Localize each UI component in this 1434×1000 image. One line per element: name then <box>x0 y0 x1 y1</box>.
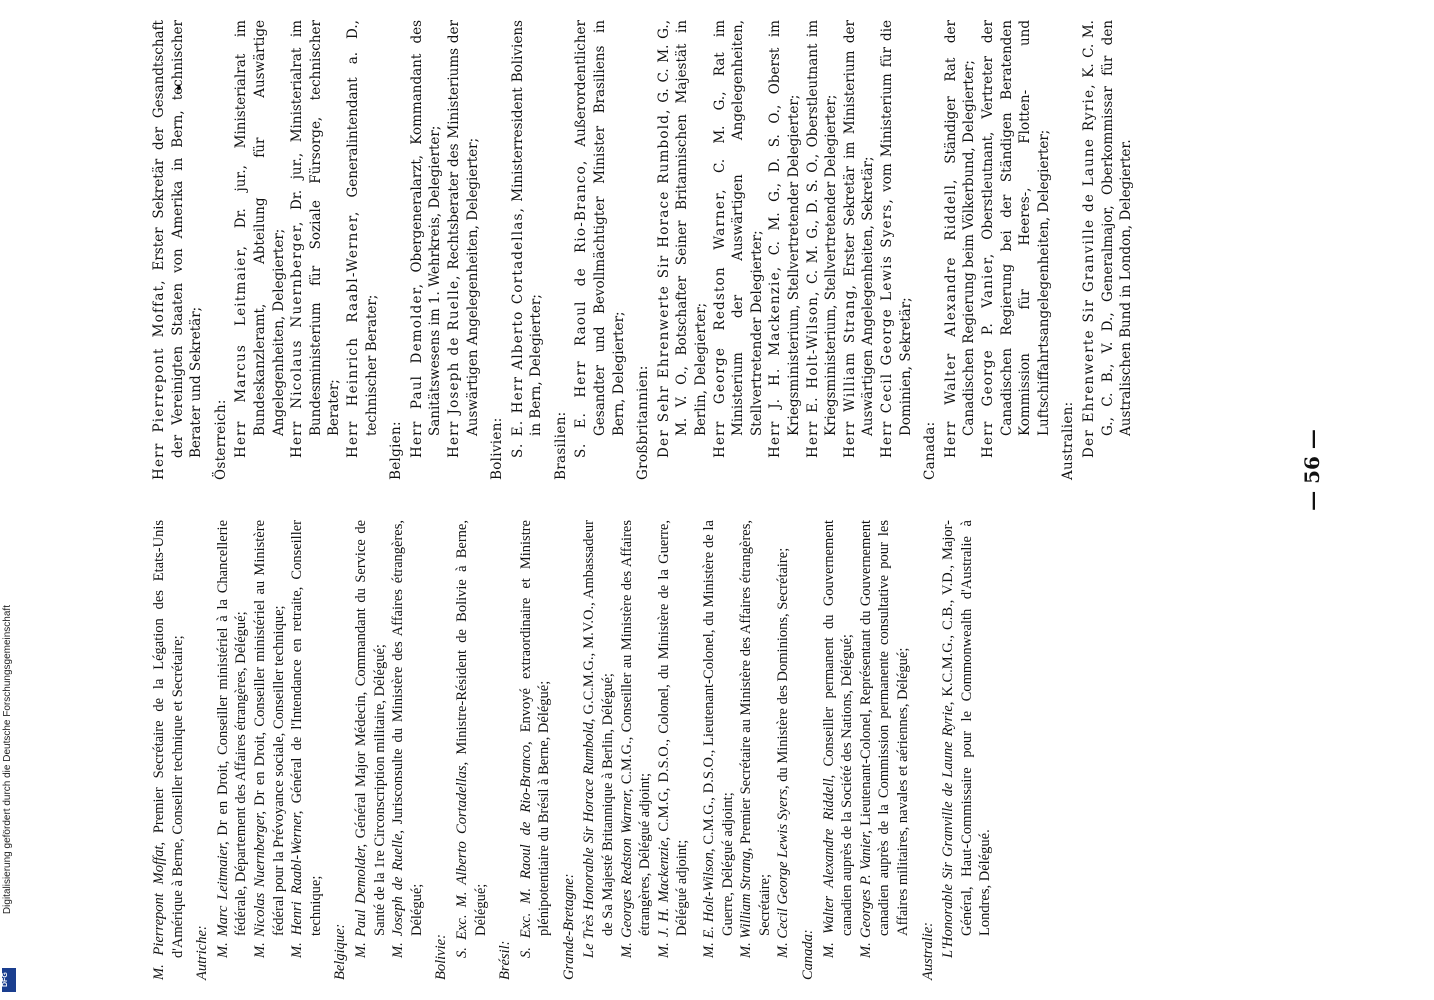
delegate-name: M. Walter Alexandre Riddell, <box>820 774 837 958</box>
delegate-name: M. Henri Raabl-Werner, <box>289 810 306 958</box>
delegate-entry <box>820 520 857 958</box>
delegate-entry <box>232 20 288 458</box>
delegate-entry <box>517 520 554 958</box>
delegate-title: K. C. M. G., C. B., V. D., Generalmajor, Oberkommissar für den Australischen Bund in London, Delegierter. <box>1080 20 1135 436</box>
delegate-name: Der Ehrenwerte Sir Granville de Laune Ryrie, <box>1080 83 1097 458</box>
delegate-title: K.C.M.G., C.B., V.D., Major-Général, Haut-Commissaire pour le Commonwealth d'Australie à Londres, Délégué. <box>940 519 994 936</box>
delegate-title: Außerordentlicher Gesandter und Bevollmächtigter Minister Brasiliens in Bern, Delegierter; <box>573 20 627 436</box>
delegate-entry <box>288 20 344 458</box>
delegate-name: M. Georges P. Vanier, <box>857 830 874 958</box>
delegate-title: vom Ministerium für die Dominien, Sekretär; <box>878 20 914 436</box>
delegate-entry <box>939 520 995 958</box>
delegate-name: Le Très Honorable Sir Horace Rumbold, <box>581 718 598 958</box>
delegate-entry <box>737 520 774 958</box>
country-heading: Österreich: <box>212 399 229 480</box>
delegate-title: Obergeneralarzt, Kommandant des Sanitätswesens im 1. Wehrkreis, Delegierter; <box>408 19 444 436</box>
delegate-title: Ministerresident Boliviens in Bern, Delegierter; <box>509 20 545 436</box>
delegate-entry <box>857 520 913 958</box>
delegate-title: Ständiger Rat der Canadischen Regierung beim Völkerbund, Delegierter; <box>942 20 978 436</box>
country-heading: Brasilien: <box>552 411 569 480</box>
delegate-name: Herr George Redston Warner, <box>711 188 728 458</box>
country-heading: Canada: <box>800 929 816 980</box>
country-heading: Australie: <box>919 922 936 980</box>
intro-entry <box>150 20 206 480</box>
delegate-name: M. J. H. Mackenzie, <box>655 836 672 958</box>
delegate-name: M. Paul Demolder, <box>352 843 369 958</box>
delegate-name: Herr J. H. Mackenzie, <box>767 265 784 458</box>
delegate-title: Dr en Droit, Conseiller ministériel à la Chancellerie fédérale, Département des Affaires étrangères, Délégué; <box>214 519 250 936</box>
delegate-title: G. C. M. G., M. V. O., Botschafter Seiner Britannischen Majestät in Berlin, Delegierter; <box>655 20 710 436</box>
delegate-entry <box>352 520 389 958</box>
delegate-entry <box>841 20 878 458</box>
delegate-title: Generalintendant a. D., technischer Berater; <box>344 20 380 436</box>
delegate-name: L'Honorable Sir Granville de Laune Ryrie, <box>940 701 957 958</box>
delegate-title: Premier Secrétaire de la Légation des Etats-Unis d'Amérique à Berne, Conseiller technique et Secrétaire; <box>151 519 186 958</box>
delegate-name: M. E. Holt-Wilson, <box>701 848 718 958</box>
country-heading: Großbritannien: <box>635 365 652 480</box>
delegate-entry <box>251 520 288 958</box>
delegate-name: M. Pierrepont Moffat, <box>151 842 167 980</box>
delegate-name: Der Sehr Ehrenwerte Sir Horace Rumbold, <box>655 108 672 458</box>
country-heading: Belgique: <box>332 923 349 980</box>
delegate-entry <box>711 20 767 458</box>
delegate-title: Lieutenant-Colonel, Représentant du Gouvernement canadien auprès de la Commission permanente consultative pour les Affaires militaires, navales et aériennes, Délégué; <box>857 520 911 936</box>
delegate-entry <box>580 520 617 958</box>
delegate-title: C. M. G., D. S. O., Oberst im Kriegsministerium, Stellvertretender Delegierter; <box>767 20 802 436</box>
delegate-name: M. Joseph de Ruelle, <box>390 830 407 958</box>
delegate-entry <box>700 520 737 958</box>
delegate-name: Herr Walter Alexandre Riddell, <box>942 178 959 458</box>
delegate-name: Herr Cecil George Lewis Syers, <box>878 197 895 458</box>
country-heading: Grande-Bretagne: <box>560 873 577 980</box>
dfg-logo: DFG <box>2 968 16 992</box>
delegate-entry <box>288 520 325 958</box>
delegate-name: M. Georges Redston Warner, <box>618 788 635 958</box>
delegate-entry <box>572 20 628 458</box>
delegate-entry <box>942 20 979 458</box>
delegate-title: Général de l'Intendance en retraite, Conseiller technique; <box>289 520 324 936</box>
country-heading: Belgien: <box>388 421 405 480</box>
delegate-entry <box>804 20 841 458</box>
delegate-name: Herr William Strang, <box>841 283 858 458</box>
delegate-name: M. Cecil George Lewis Syers, <box>775 785 792 958</box>
delegate-title: C. M. G., Rat im Ministerium der Auswärtigen Angelegenheiten, Stellvertretender Delegierter; <box>711 20 765 436</box>
delegate-title: Rechtsberater des Ministeriums der Auswärtigen Angelegenheiten, Delegierter; <box>445 20 481 436</box>
delegate-title: Conseiller permanent du Gouvernement canadien auprès de la Société des Nations, Délégué; <box>820 520 856 936</box>
delegate-name: S. E. Herr Alberto Cortadellas, <box>509 206 526 458</box>
delegate-name: Herr E. Holt-Wilson, <box>804 290 821 458</box>
delegate-title: G.C.M.G., M.V.O., Ambassadeur de Sa Majesté Britannique à Berlin, Délégué; <box>581 520 617 936</box>
country-heading: Bolivie: <box>433 934 450 980</box>
delegate-title: Erster Sekretär der Gesandtschaft der Vereinigten Staaten von Amerika in Bern, technischer Berater und Sekretär; <box>151 20 205 458</box>
delegate-title: Envoyé extraordinaire et Ministre plénipotentiaire du Brésil à Berne, Délégué; <box>517 520 553 936</box>
delegate-entry <box>618 520 655 958</box>
rotated-page <box>150 0 1330 1000</box>
delegate-name: M. Marc Leitmaier, <box>214 841 231 958</box>
delegate-entry <box>445 20 482 458</box>
delegate-name: S. Exc. M. Alberto Cortadellas, <box>453 761 470 958</box>
country-heading: Australien: <box>1060 401 1077 480</box>
delegate-entry <box>408 20 445 458</box>
delegate-name: S. E. Herr Raoul de Rio-Branco, <box>573 159 590 458</box>
delegate-entry <box>655 20 711 458</box>
delegate-name: Herr Joseph de Ruelle, <box>445 274 462 458</box>
delegate-name: M. Nicolas Nuernberger, <box>251 811 268 958</box>
delegate-title: Dr en Droit, Conseiller ministériel au Ministère fédéral pour la Prévoyance sociale, Conseiller technique; <box>251 519 287 936</box>
delegate-name: Herr Nicolaus Nuernberger, <box>289 220 306 458</box>
delegate-name: M. William Strang, <box>738 847 755 958</box>
country-heading: Autriche: <box>194 925 211 980</box>
delegate-title: Jurisconsulte du Ministère des Affaires étrangères, Délégué; <box>390 520 425 936</box>
delegate-name: Herr George P. Vanier, <box>979 252 996 458</box>
intro-entry <box>150 520 187 980</box>
german-column <box>150 20 1136 480</box>
french-column <box>150 520 995 980</box>
delegate-entry <box>509 20 546 458</box>
delegate-title: Oberstleutnant, Vertreter der Canadischen Regierung bei der Ständigen Beratenden Kommission für Heeres-, Flotten- und Luftschiffahrtsangelegenheiten, Delegierter; <box>979 20 1052 436</box>
delegate-title: Erster Sekretär im Ministerium der Auswärtigen Angelegenheiten, Sekretär; <box>841 20 877 436</box>
delegate-entry <box>766 20 803 458</box>
delegate-name: Herr Pierrepont Moffat, <box>151 279 167 480</box>
delegate-title: C. M. G., D. S. O., Oberstleutnant im Kriegsministerium, Stellvertretender Delegierter; <box>804 20 840 436</box>
digitization-credit: Digitalisierung gefördert durch die Deutsche Forschungsgemeinschaft <box>2 605 13 915</box>
delegate-entry <box>655 520 692 958</box>
delegate-title: C.M.G., Conseiller au Ministère des Affaires étrangères, Délégué adjoint; <box>618 520 654 936</box>
delegate-title: Dr. jur., Ministerialrat im Bundesministerium für Soziale Fürsorge, technischer Berater; <box>289 20 343 436</box>
country-heading: Brésil: <box>497 940 514 980</box>
delegate-name: Herr Marcus Leitmaier, <box>233 244 250 458</box>
delegate-name: S. Exc. M. Raoul de Rio-Branco, <box>517 741 534 958</box>
delegate-title: Dr. jur., Ministerialrat im Bundeskanzleramt, Abteilung für Auswärtige Angelegenheiten, Delegierter; <box>233 20 287 436</box>
delegate-title: Général Major Médecin, Commandant du Service de Santé de la 1re Circonscription militaire, Délégué; <box>352 519 388 936</box>
delegate-entry <box>878 20 915 458</box>
delegate-title: Ministre-Résident de Bolivie à Berne, Délégué; <box>453 520 489 936</box>
delegate-entry <box>389 520 426 958</box>
delegate-entry <box>774 520 793 958</box>
country-heading: Bolivien: <box>489 417 506 480</box>
country-heading: Canada: <box>922 421 939 480</box>
delegate-title: du Ministère des Dominions, Secrétaire; <box>775 547 792 786</box>
delegate-title: C.M.G, D.S.O., Colonel, du Ministère de la Guerre, Délégué adjoint; <box>655 520 691 936</box>
delegate-entry <box>1080 20 1136 458</box>
delegate-entry <box>214 520 251 958</box>
delegate-title: Premier Secrétaire au Ministère des Affaires étrangères, Secrétaire; <box>738 520 773 936</box>
delegate-title: C.M.G., D.S.O., Lieutenant-Colonel, du Ministère de la Guerre, Délégué adjoint; <box>701 520 736 936</box>
delegate-name: Herr Paul Demolder, <box>408 282 425 458</box>
delegate-entry <box>344 20 381 458</box>
delegate-name: Herr Heinrich Raabl-Werner, <box>344 210 361 458</box>
page-number: — 56 — <box>1300 429 1324 511</box>
delegate-entry <box>453 520 490 958</box>
delegate-entry <box>979 20 1053 458</box>
